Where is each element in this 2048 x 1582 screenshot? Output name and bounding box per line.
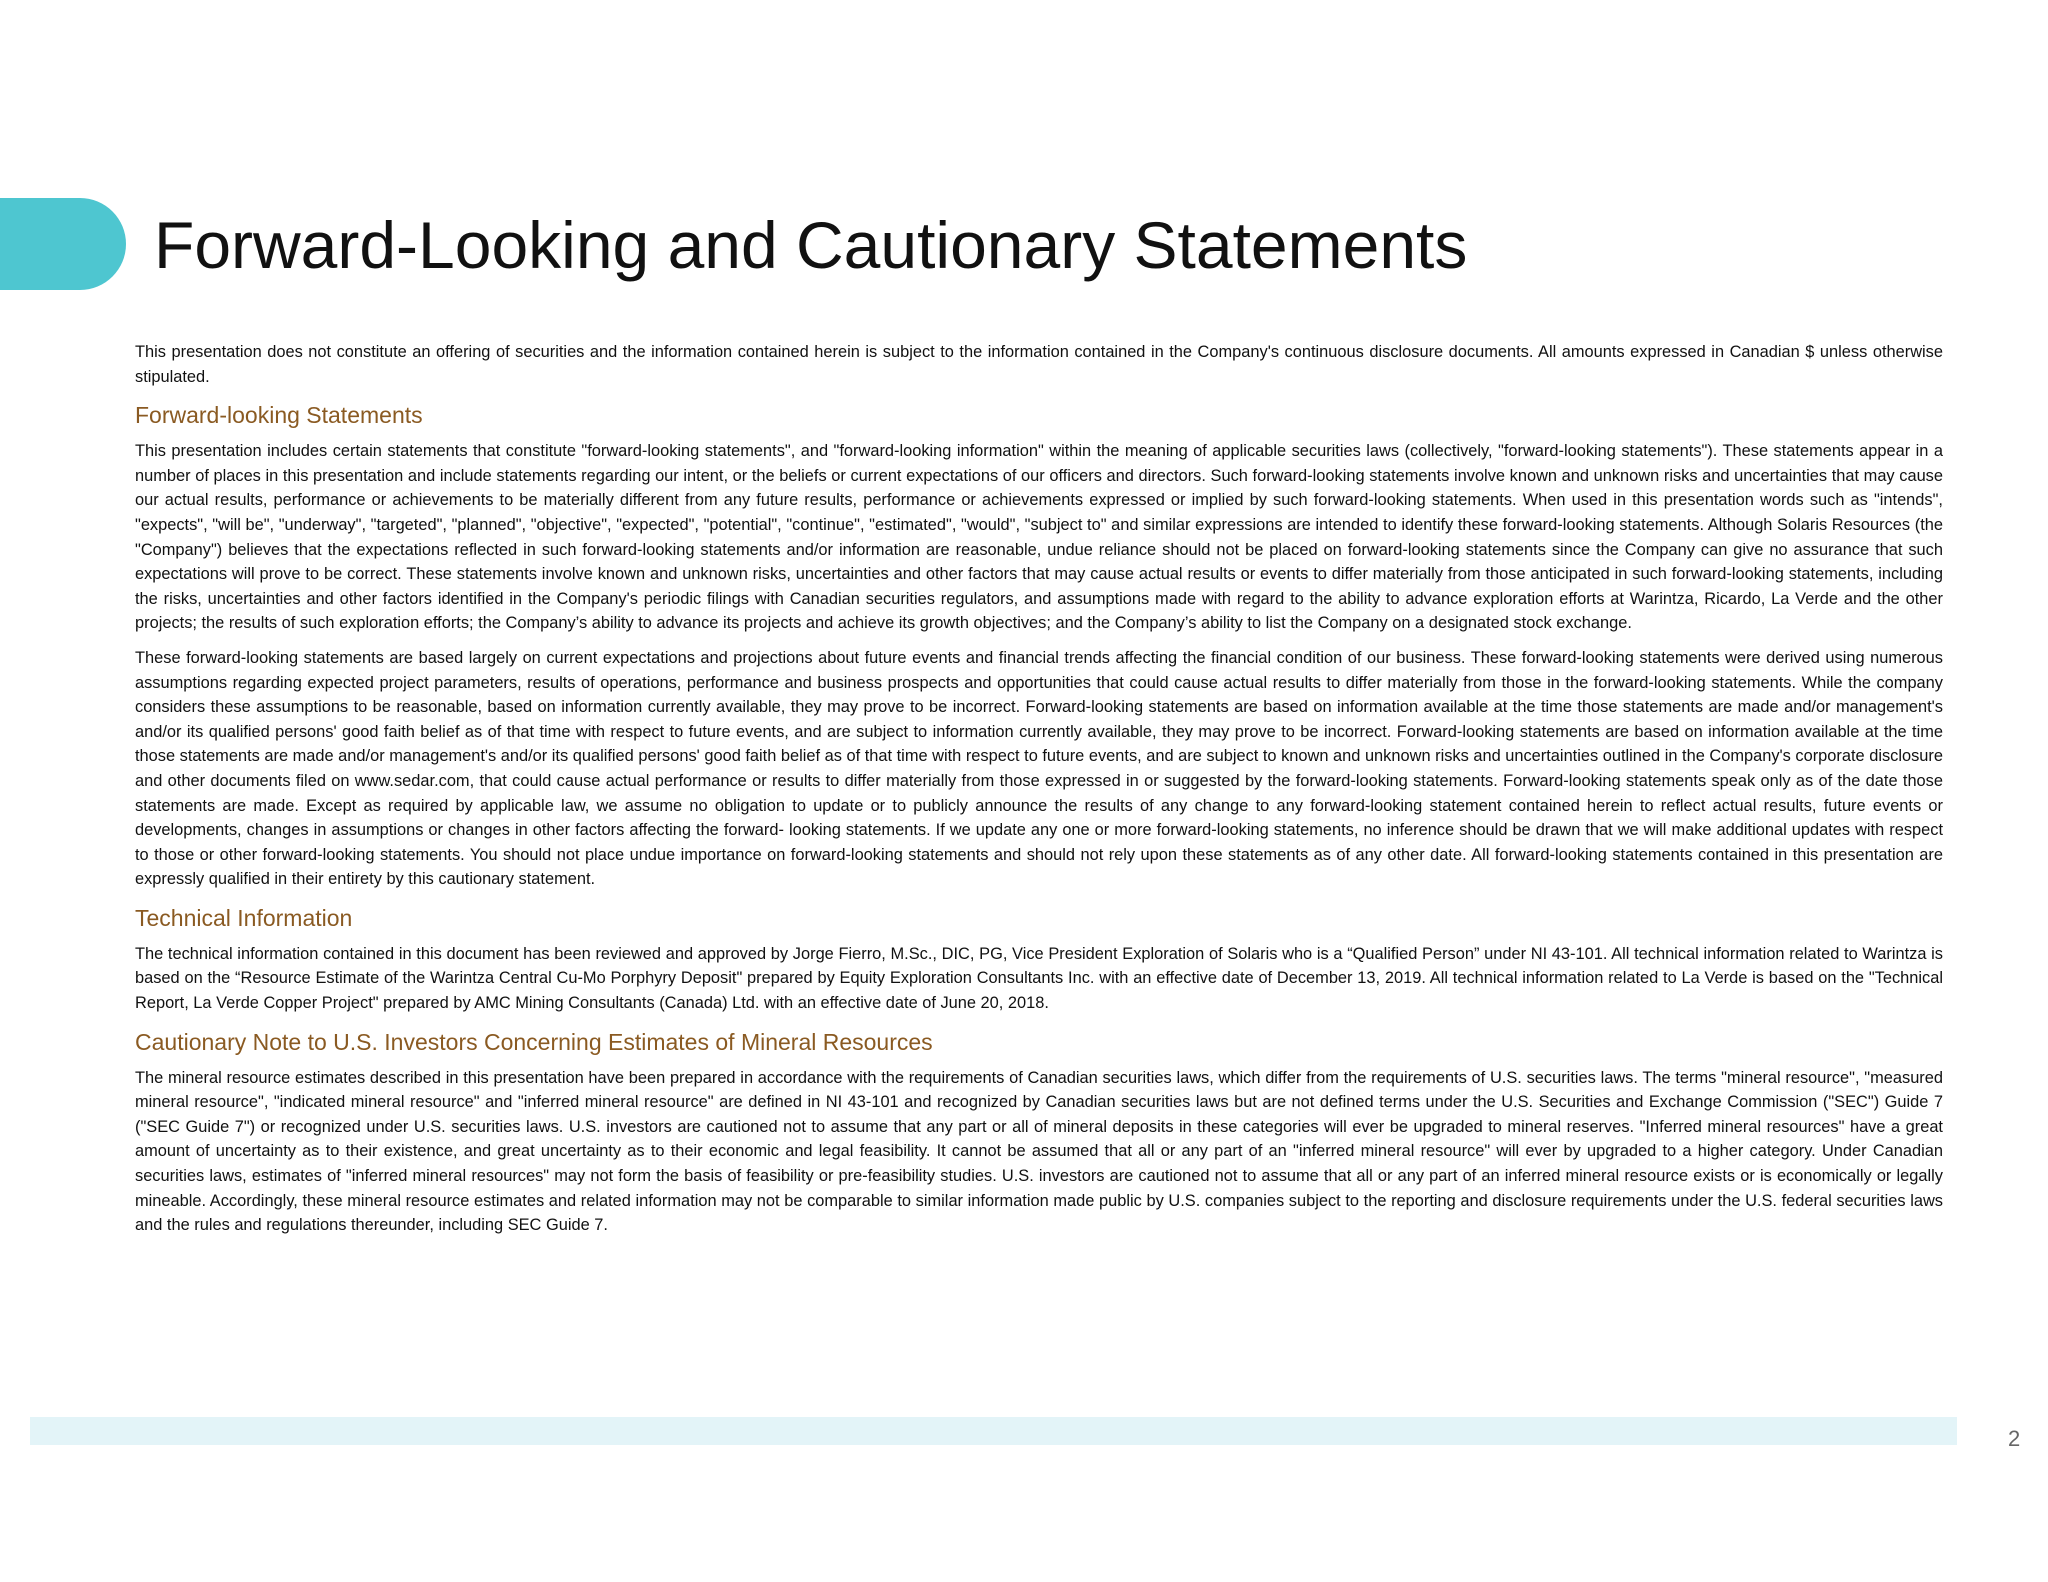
forward-looking-paragraph-1: This presentation includes certain statements that constitute "forward-looking statements", and "forward-looking information" within the meaning of applicable securities laws (collectively, "forward-looking statements"). These statements appear in a number of places in this presentation and include statements regarding our intent, or the beliefs or current expectations of our officers and directors. Such forward-looking statements involve known and unknown risks and uncertainties that may cause our actual results, performance or achievements to be materially different from any future results, performance or achievements expressed or implied by such forward-looking statements. When used in this presentation words such as "intends", "expects", "will be", "underway", "targeted", "planned", "objective", "expected", "potential", "continue", "estimated", "would", "subject to" and similar expressions are intended to identify these forward-looking statements. Although Solaris Resources (the "Company") believes that the expectations reflected in such forward-looking statements and/or information are reasonable, undue reliance should not be placed on forward-looking statements since the Company can give no assurance that such expectations will prove to be correct. These statements involve known and unknown risks, uncertainties and other factors that may cause actual results or events to differ materially from those anticipated in such forward-looking statements, including the risks, uncertainties and other factors identified in the Company's periodic filings with Canadian securities regulators, and assumptions made with regard to the ability to advance exploration efforts at Warintza, Ricardo, La Verde and the other projects; the results of such exploration efforts; the Company’s ability to advance its projects and achieve its growth objectives; and the Company’s ability to list the Company on a designated stock exchange. bbox=[135, 442, 1943, 633]
technical-information-heading: Technical Information bbox=[135, 904, 353, 931]
footer-bar bbox=[30, 1417, 1957, 1445]
forward-looking-paragraph-2: These forward-looking statements are based largely on current expectations and projections about future events and financial trends affecting the financial condition of our business. These forward-looking statements were derived using numerous assumptions regarding expected project parameters, results of operations, performance and business prospects and opportunities that could cause actual results to differ materially from those in the forward-looking statements. While the company considers these assumptions to be reasonable, based on information currently available, they may prove to be incorrect. Forward-looking statements are based on information available at the time those statements are made and/or management's and/or its qualified persons' good faith belief as of that time with respect to future events, and are subject to information currently available, they may prove to be incorrect. Forward-looking statements are based on information available at the time those statements are made and/or management's and/or its qualified persons' good faith belief as of that time with respect to future events, and are subject to known and unknown risks and uncertainties outlined in the Company's corporate disclosure and other documents filed on www.sedar.com, that could cause actual performance or results to differ materially from those expressed in or suggested by the forward-looking statements. Forward-looking statements speak only as of the date those statements are made. Except as required by applicable law, we assume no obligation to update or to publicly announce the results of any change to any forward-looking statement contained herein to reflect actual results, future events or developments, changes in assumptions or changes in other factors affecting the forward- looking statements. If we update any one or more forward-looking statements, no inference should be drawn that we will make additional updates with respect to those or other forward-looking statements. You should not place undue importance on forward-looking statements and should not rely upon these statements as of any other date. All forward-looking statements contained in this presentation are expressly qualified in their entirety by this cautionary statement. bbox=[135, 648, 1943, 889]
cautionary-note-heading: Cautionary Note to U.S. Investors Concerning Estimates of Mineral Resources bbox=[135, 1028, 933, 1055]
cautionary-note-paragraph: The mineral resource estimates described in this presentation have been prepared in accordance with the requirements of Canadian securities laws, which differ from the requirements of U.S. securities laws. The terms "mineral resource", "measured mineral resource", "indicated mineral resource" and "inferred mineral resource" are defined in NI 43-101 and recognized by Canadian securities laws but are not defined terms under the U.S. Securities and Exchange Commission ("SEC") Guide 7 ("SEC Guide 7") or recognized under U.S. securities laws. U.S. investors are cautioned not to assume that any part or all of mineral deposits in these categories will ever be upgraded to mineral reserves. "Inferred mineral resources" have a great amount of uncertainty as to their existence, and great uncertainty as to their economic and legal feasibility. It cannot be assumed that all or any part of an "inferred mineral resource" will ever by upgraded to a higher category. Under Canadian securities laws, estimates of "inferred mineral resources" may not form the basis of feasibility or pre-feasibility studies. U.S. investors are cautioned not to assume that all or any part of an inferred mineral resource exists or is economically or legally mineable. Accordingly, these mineral resource estimates and related information may not be comparable to similar information made public by U.S. companies subject to the reporting and disclosure requirements under the U.S. federal securities laws and the rules and regulations thereunder, including SEC Guide 7. bbox=[135, 1068, 1943, 1235]
page-title: Forward-Looking and Cautionary Statements bbox=[154, 208, 1468, 282]
disclaimer-body bbox=[135, 340, 1943, 1238]
page-number: 2 bbox=[2008, 1426, 2021, 1451]
title-accent-tab bbox=[0, 198, 126, 290]
technical-information-paragraph: The technical information contained in this document has been reviewed and approved by Jorge Fierro, M.Sc., DIC, PG, Vice President Exploration of Solaris who is a “Qualified Person” under NI 43-101. All technical information related to Warintza is based on the “Resource Estimate of the Warintza Central Cu-Mo Porphyry Deposit" prepared by Equity Exploration Consultants Inc. with an effective date of December 13, 2019. All technical information related to La Verde is based on the "Technical Report, La Verde Copper Project" prepared by AMC Mining Consultants (Canada) Ltd. with an effective date of June 20, 2018. bbox=[135, 944, 1943, 1013]
intro-paragraph: This presentation does not constitute an offering of securities and the information contained herein is subject to the information contained in the Company's continuous disclosure documents. All amounts expressed in Canadian $ unless otherwise stipulated. bbox=[135, 343, 1943, 386]
forward-looking-heading: Forward-looking Statements bbox=[135, 402, 423, 429]
